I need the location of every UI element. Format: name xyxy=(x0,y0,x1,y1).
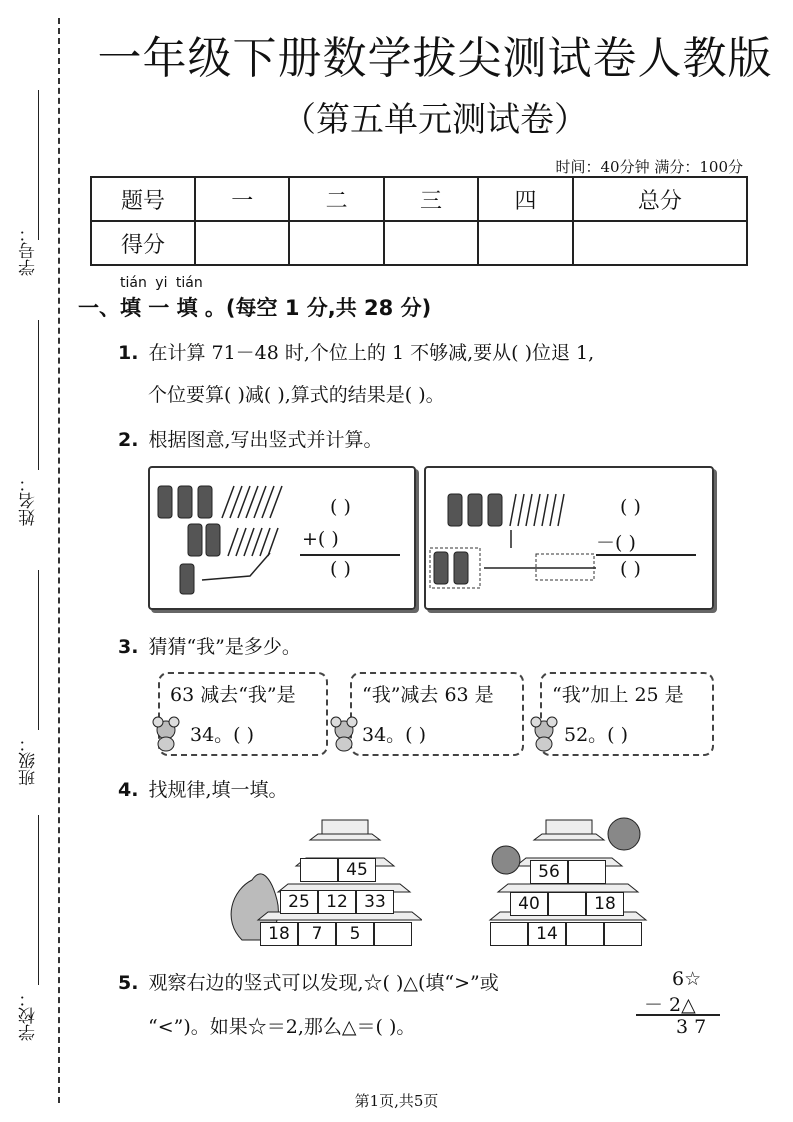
vertical-result: 3 7 xyxy=(676,1016,707,1038)
guess-box-line2[interactable]: 34。( ) xyxy=(190,724,255,746)
time-info: 时间：40分钟 满分：100分 xyxy=(555,158,743,176)
vertical-middle: － 2△ xyxy=(644,994,696,1016)
score-cell: 四 xyxy=(478,177,572,221)
question-2 xyxy=(118,425,383,452)
question-number: 5. xyxy=(118,972,139,994)
pyramid-1-middle-cell: 12 xyxy=(318,890,356,914)
question-number: 1. xyxy=(118,342,139,364)
dashed-cut-line xyxy=(58,18,60,1103)
score-input-cell[interactable] xyxy=(384,221,478,265)
pyramid-1-top-cell: 45 xyxy=(338,858,376,882)
pyramid-2-bottom-cell: 14 xyxy=(528,922,566,946)
student-id-line xyxy=(38,90,39,240)
question-text: 观察右边的竖式可以发现,☆( )△(填“>”或 xyxy=(148,972,499,994)
question-text: 找规律,填一填。 xyxy=(148,779,288,801)
pyramid-2-bottom-cell[interactable] xyxy=(566,922,604,946)
pyramid-2-bottom-cell[interactable] xyxy=(604,922,642,946)
pyramid-1-bottom-cell: 18 xyxy=(260,922,298,946)
section-pinyin: tián yi tián xyxy=(120,275,203,291)
pyramid-1-bottom-cell: 5 xyxy=(336,922,374,946)
school-line xyxy=(38,815,39,985)
question-1-line2: 个位要算( )减( ),算式的结果是( )。 xyxy=(148,384,445,406)
guess-box-line2[interactable]: 34。( ) xyxy=(362,724,427,746)
binding-margin xyxy=(0,0,64,1122)
guess-box-line1: 63 减去“我”是 xyxy=(170,684,296,706)
bundles-of-sticks-illustration xyxy=(150,468,414,608)
question-number: 3. xyxy=(118,636,139,658)
question-text: 在计算 71－48 时,个位上的 1 不够减,要从( )位退 1, xyxy=(148,342,595,364)
page-title: 一年级下册数学拔尖测试卷人教版 xyxy=(97,33,773,84)
subtraction-result[interactable]: ( ) xyxy=(620,558,641,580)
name-line xyxy=(38,320,39,470)
question-3 xyxy=(118,632,301,659)
addition-result[interactable]: ( ) xyxy=(330,558,351,580)
subtraction-picture-box xyxy=(424,466,714,610)
score-input-cell[interactable] xyxy=(195,221,289,265)
mouse-icon xyxy=(148,712,184,752)
vertical-top: 6☆ xyxy=(672,968,702,990)
addition-equals-line xyxy=(300,554,400,556)
addition-row-1[interactable]: ( ) xyxy=(330,496,351,518)
question-number: 4. xyxy=(118,779,139,801)
pyramid-1-bottom-cell[interactable] xyxy=(374,922,412,946)
school-label: 学校： xyxy=(19,990,39,1041)
score-input-cell[interactable] xyxy=(573,221,747,265)
score-table-score-row xyxy=(91,221,747,265)
pyramid-2-middle-cell: 40 xyxy=(510,892,548,916)
name-label: 姓名： xyxy=(19,475,39,526)
question-1 xyxy=(118,338,594,365)
subtraction-row-2[interactable]: －( ) xyxy=(596,532,636,554)
score-table xyxy=(90,176,748,266)
guess-box-line2[interactable]: 52。( ) xyxy=(564,724,629,746)
score-cell: 总分 xyxy=(573,177,747,221)
question-5-line2: “<”)。如果☆＝2,那么△＝( )。 xyxy=(148,1016,416,1038)
class-label: 班级： xyxy=(19,735,39,786)
question-4 xyxy=(118,775,288,802)
pyramid-1-top-cell[interactable] xyxy=(300,858,338,882)
pyramid-2-top-cell: 56 xyxy=(530,860,568,884)
addition-row-2[interactable]: +( ) xyxy=(302,528,339,550)
score-cell: 得分 xyxy=(91,221,195,265)
pyramid-2-top-cell[interactable] xyxy=(568,860,606,884)
score-input-cell[interactable] xyxy=(478,221,572,265)
score-cell: 题号 xyxy=(91,177,195,221)
page-number: 第1页,共5页 xyxy=(354,1092,439,1110)
pyramid-1-bottom-cell: 7 xyxy=(298,922,336,946)
pyramid-2-middle-cell[interactable] xyxy=(548,892,586,916)
score-table-header-row xyxy=(91,177,747,221)
student-id-label: 学号： xyxy=(19,225,39,276)
subtraction-equals-line xyxy=(596,554,696,556)
class-line xyxy=(38,570,39,730)
guess-box-line1: “我”加上 25 是 xyxy=(552,684,684,706)
question-text: 猜猜“我”是多少。 xyxy=(148,636,301,658)
mouse-icon xyxy=(326,712,362,752)
pyramid-2-middle-cell: 18 xyxy=(586,892,624,916)
mouse-icon xyxy=(526,712,562,752)
bundles-of-sticks-illustration xyxy=(426,468,712,608)
score-input-cell[interactable] xyxy=(289,221,383,265)
score-cell: 三 xyxy=(384,177,478,221)
addition-picture-box xyxy=(148,466,416,610)
page-subtitle: （第五单元测试卷） xyxy=(282,100,588,140)
score-cell: 一 xyxy=(195,177,289,221)
score-cell: 二 xyxy=(289,177,383,221)
question-text: 根据图意,写出竖式并计算。 xyxy=(148,429,383,451)
pyramid-2-bottom-cell[interactable] xyxy=(490,922,528,946)
question-number: 2. xyxy=(118,429,139,451)
subtraction-row-1[interactable]: ( ) xyxy=(620,496,641,518)
pyramid-1-middle-cell: 33 xyxy=(356,890,394,914)
question-5 xyxy=(118,968,499,995)
guess-box-line1: “我”减去 63 是 xyxy=(362,684,494,706)
pyramid-1-middle-cell: 25 xyxy=(280,890,318,914)
section-heading: 一、填 一 填 。(每空 1 分,共 28 分) xyxy=(78,296,432,320)
